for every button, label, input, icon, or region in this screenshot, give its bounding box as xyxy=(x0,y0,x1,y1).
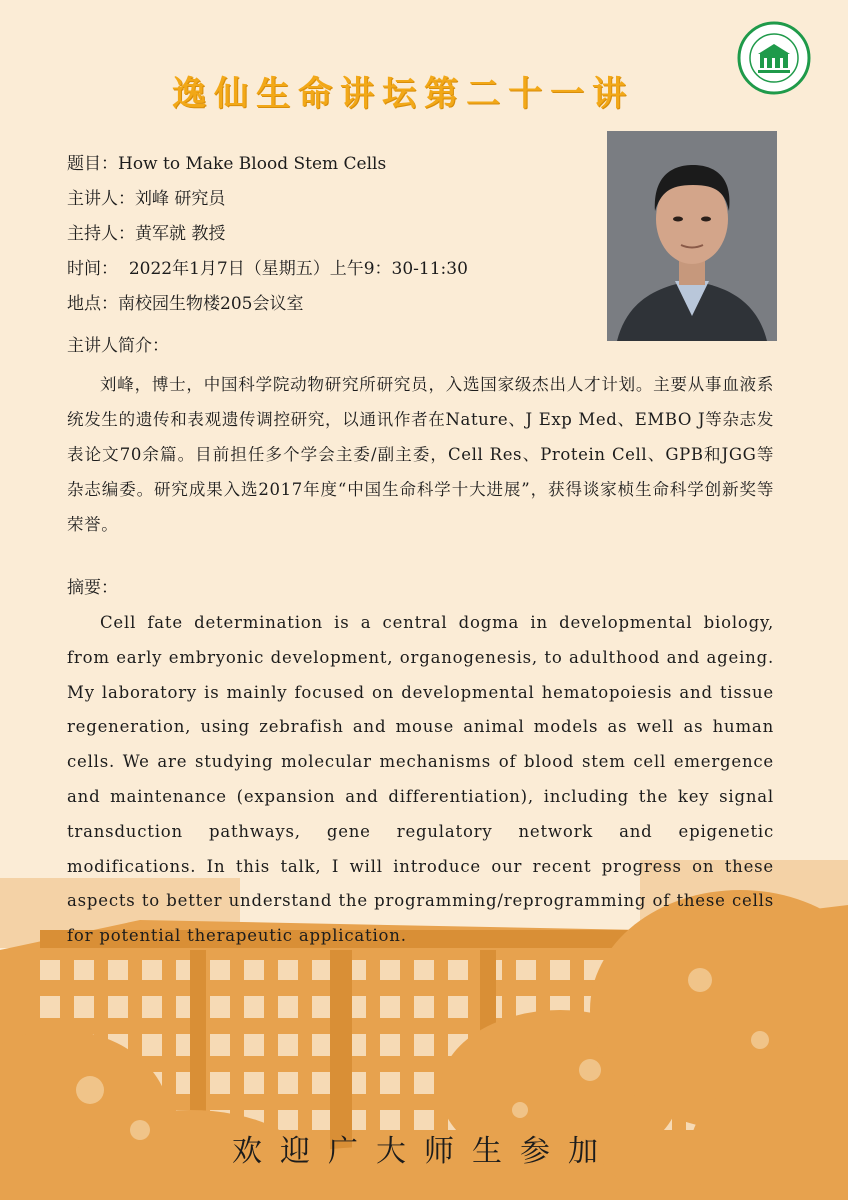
speaker-portrait-icon xyxy=(607,131,777,341)
welcome-message: 欢迎广大师生参加 xyxy=(232,1134,616,1169)
bio-text: 刘峰，博士，中国科学院动物研究所研究员，入选国家级杰出人才计划。主要从事血液系统发生的遗传和表观遗传调控研究，以通讯作者在Nature、J Exp Med、EMBO J等杂志发表论文70余篇。目前担任多个学会主委/副主委，Cell Res、Protein Cell、GPB和JGG等杂志编委。研究成果入选2017年度“中国生命科学十大进展”，获得谈家桢生命科学创新奖等荣誉。 xyxy=(67,375,774,534)
time-label: 时间： xyxy=(67,259,118,279)
speaker-photo xyxy=(607,131,777,341)
abstract-body xyxy=(67,606,774,954)
topic-value: How to Make Blood Stem Cells xyxy=(118,154,387,174)
speaker-label: 主讲人： xyxy=(67,189,135,209)
event-details xyxy=(67,150,468,325)
place-value: 南校园生物楼205会议室 xyxy=(118,294,304,314)
speaker-bio xyxy=(67,367,774,542)
time-row xyxy=(67,255,468,290)
place-label: 地点： xyxy=(67,294,118,314)
abstract-text: Cell fate determination is a central dogma in developmental biology, from early embryonic development, organogenesis, to adulthood and ageing. My laboratory is mainly focused on developmental hematopoiesis and tissue regeneration, using zebrafish and mouse animal models as well as human cells. We are studying molecular mechanisms of blood stem cell emergence and maintenance (expansion and differentiation), including the key signal transduction pathways, gene regulatory network and epigenetic modifications. In this talk, I will introduce our recent progress on these aspects to better understand the programming/reprogramming of these cells for potential therapeutic application. xyxy=(67,613,774,946)
speaker-row xyxy=(67,185,468,220)
speaker-value: 刘峰 研究员 xyxy=(135,189,226,209)
abstract-heading: 摘要： xyxy=(67,578,118,598)
topic-label: 题目： xyxy=(67,154,118,174)
topic-row xyxy=(67,150,468,185)
place-row xyxy=(67,290,468,325)
lecture-title: 逸仙生命讲坛第二十一讲 xyxy=(172,74,634,114)
time-value: 2022年1月7日（星期五）上午9：30-11:30 xyxy=(128,259,468,279)
host-value: 黄军就 教授 xyxy=(135,224,226,244)
bio-heading: 主讲人简介： xyxy=(67,336,169,356)
host-label: 主持人： xyxy=(67,224,135,244)
host-row xyxy=(67,220,468,255)
